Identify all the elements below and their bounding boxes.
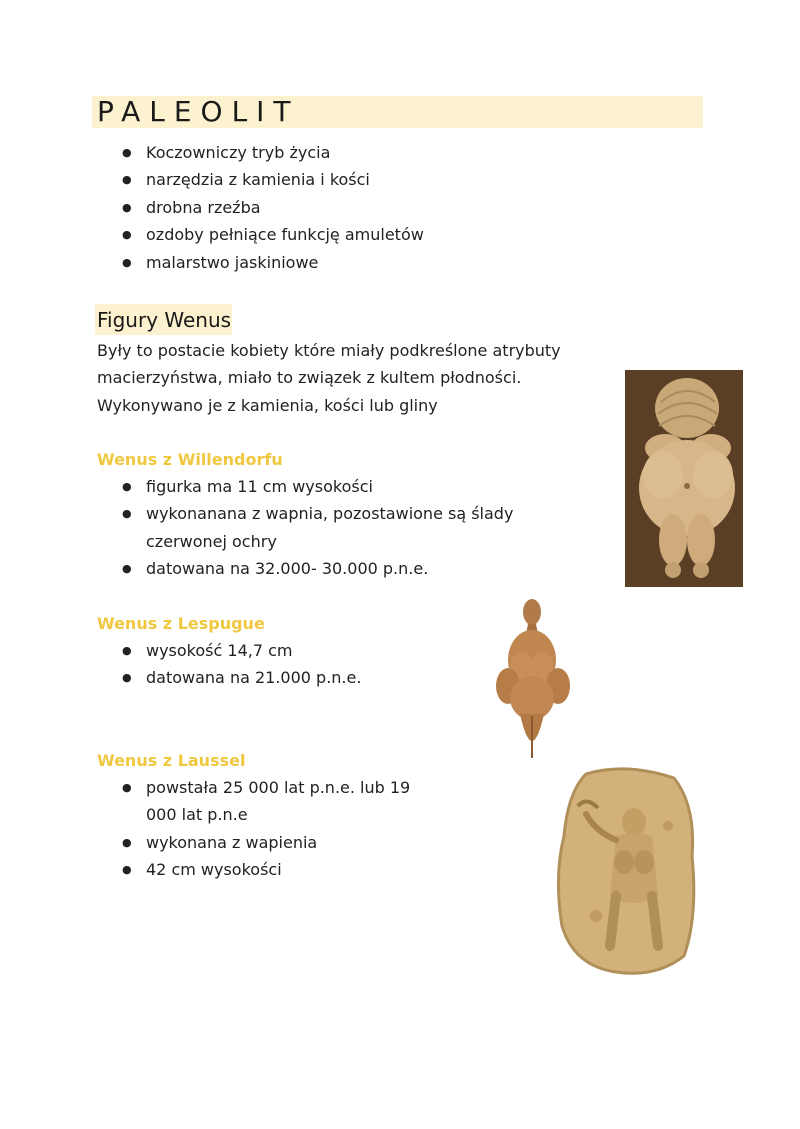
venus-laussel-image bbox=[556, 766, 698, 978]
laussel-list bbox=[122, 774, 422, 884]
list-item: ● drobna rzeźba bbox=[122, 194, 542, 221]
list-item: ● datowana na 21.000 p.n.e. bbox=[122, 664, 502, 691]
intro-line: macierzyństwa, miało to związek z kultem płodności. bbox=[97, 368, 522, 388]
list-item: ● narzędzia z kamienia i kości bbox=[122, 166, 542, 193]
list-item: ● wysokość 14,7 cm bbox=[122, 637, 502, 664]
willendorf-heading: Wenus z Willendorfu bbox=[97, 450, 283, 469]
willendorf-list bbox=[122, 473, 597, 583]
list-item: ● 42 cm wysokości bbox=[122, 856, 422, 883]
venus-intro bbox=[97, 337, 597, 419]
paleolit-features-list bbox=[122, 139, 542, 276]
list-item: ● malarstwo jaskiniowe bbox=[122, 249, 542, 276]
lespugue-list bbox=[122, 637, 502, 692]
venus-willendorf-image bbox=[625, 370, 743, 587]
laussel-heading: Wenus z Laussel bbox=[97, 751, 246, 770]
list-item: ● ozdoby pełniące funkcję amuletów bbox=[122, 221, 542, 248]
list-item: ● Koczowniczy tryb życia bbox=[122, 139, 542, 166]
list-item: ● powstała 25 000 lat p.n.e. lub 19 000 lat p.n.e bbox=[122, 774, 422, 829]
list-item: ● datowana na 32.000- 30.000 p.n.e. bbox=[122, 555, 597, 582]
page-title: PALEOLIT bbox=[97, 95, 300, 128]
venus-lespugue-image bbox=[494, 598, 572, 768]
list-item: ● wykonanana z wapnia, pozostawione są ślady czerwonej ochry bbox=[122, 500, 597, 555]
list-item: ● wykonana z wapienia bbox=[122, 829, 422, 856]
list-item: ● figurka ma 11 cm wysokości bbox=[122, 473, 597, 500]
intro-line: Były to postacie kobiety które miały podkreślone atrybuty bbox=[97, 341, 561, 360]
intro-line: Wykonywano je z kamienia, kości lub gliny bbox=[97, 395, 438, 415]
lespugue-heading: Wenus z Lespugue bbox=[97, 614, 265, 633]
venus-heading: Figury Wenus bbox=[97, 308, 232, 332]
